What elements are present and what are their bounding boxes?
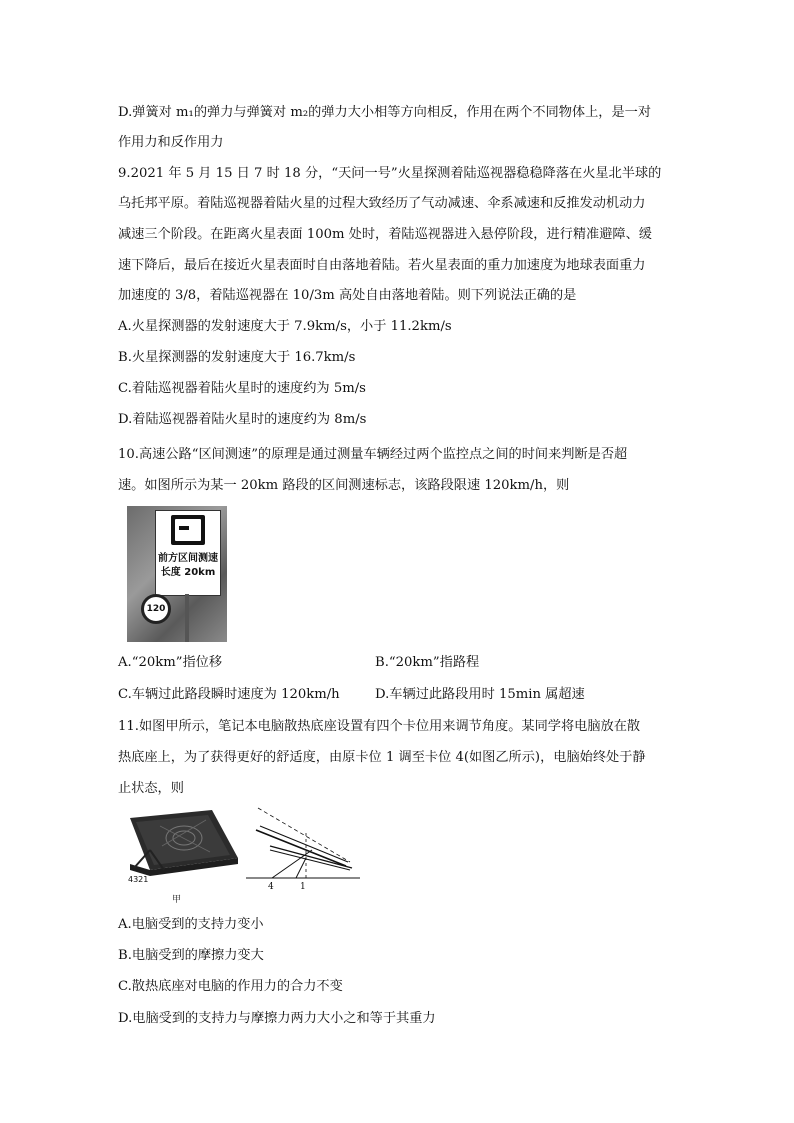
text-line: 乌托邦平原。着陆巡视器着陆火星的过程大致经历了气动减速、伞系减速和反推发动机动力	[118, 196, 646, 211]
text-line: 止状态，则	[118, 781, 184, 796]
slot-1-label: 1	[300, 882, 306, 892]
option-9a: A.火星探测器的发射速度大于 7.9km/s，小于 11.2km/s	[118, 319, 452, 334]
option-10d: D.车辆过此路段用时 15min 属超速	[375, 687, 585, 702]
option-10a: A.“20km”指位移	[118, 655, 223, 670]
option-9d: D.着陆巡视器着陆火星时的速度约为 8m/s	[118, 412, 367, 427]
text-line: 加速度的 3/8，着陆巡视器在 10/3m 高处自由落地着陆。则下列说法正确的是	[118, 288, 577, 303]
option-9b: B.火星探测器的发射速度大于 16.7km/s	[118, 350, 356, 365]
option-10c: C.车辆过此路段瞬时速度为 120km/h	[118, 687, 340, 702]
sign-board	[155, 510, 221, 596]
speed-zone-sign-photo	[127, 506, 227, 642]
text-line: D.弹簧对 m₁的弹力与弹簧对 m₂的弹力大小相等方向相反，作用在两个不同物体上，是一对	[118, 105, 652, 120]
figure-caption: 甲	[172, 895, 182, 905]
text-line: 减速三个阶段。在距离火星表面 100m 处时，着陆巡视器进入悬停阶段，进行精准避障、缓	[118, 227, 652, 242]
laptop-stand-figures	[120, 806, 365, 910]
question-10-stem: 10.高速公路“区间测速”的原理是通过测量车辆经过两个监控点之间的时间来判断是否超	[118, 447, 628, 462]
option-11d: D.电脑受到的支持力与摩擦力两力大小之和等于其重力	[118, 1011, 436, 1026]
question-11-stem: 11.如图甲所示，笔记本电脑散热底座设置有四个卡位用来调节角度。某同学将电脑放在散	[118, 719, 641, 734]
text-line: 热底座上，为了获得更好的舒适度，由原卡位 1 调至卡位 4(如图乙所示)，电脑始终处于静	[118, 750, 646, 765]
camera-icon	[171, 515, 205, 545]
sign-text: 前方区间测速	[158, 553, 218, 564]
sign-length: 长度 20km	[160, 567, 216, 578]
angle-diagram	[246, 808, 360, 892]
question-9-stem: 9.2021 年 5 月 15 日 7 时 18 分，“天问一号”火星探测着陆巡视器稳稳降落在火星北半球的	[118, 166, 662, 181]
option-11b: B.电脑受到的摩擦力变大	[118, 948, 264, 963]
option-11c: C.散热底座对电脑的作用力的合力不变	[118, 979, 343, 994]
option-11a: A.电脑受到的支持力变小	[118, 917, 264, 932]
option-9c: C.着陆巡视器着陆火星时的速度约为 5m/s	[118, 381, 366, 396]
sign-pole	[185, 594, 189, 642]
laptop-stand-photo	[128, 810, 238, 905]
text-line: 作用力和反作用力	[118, 135, 224, 150]
text-line: 速。如图所示为某一 20km 路段的区间测速标志，该路段限速 120km/h，则	[118, 478, 570, 493]
text-line: 速下降后，最后在接近火星表面时自由落地着陆。若火星表面的重力加速度为地球表面重力	[118, 258, 646, 273]
speed-limit-sign: 120	[141, 594, 171, 624]
option-10b: B.“20km”指路程	[375, 655, 480, 670]
slot-labels: 4321	[128, 875, 149, 884]
slot-4-label: 4	[268, 882, 274, 892]
